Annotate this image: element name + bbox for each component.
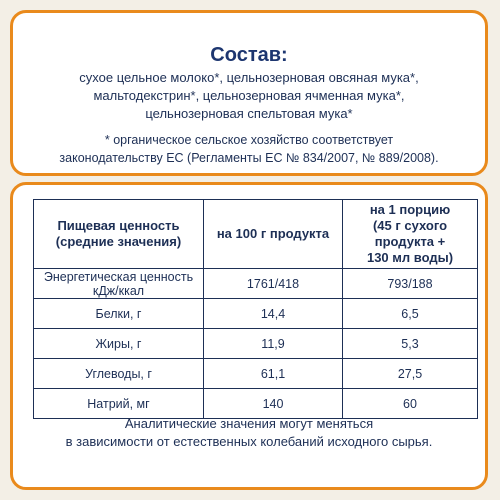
table-row bbox=[34, 269, 478, 299]
table-row bbox=[34, 359, 478, 389]
cell-per-100g: 61,1 bbox=[204, 359, 343, 389]
footer-note-line: в зависимости от естественных колебаний исходного сырья. bbox=[65, 434, 433, 449]
nutrition-card bbox=[10, 182, 488, 490]
composition-title: Состав: bbox=[210, 44, 288, 66]
cell-per-portion: 60 bbox=[343, 389, 478, 419]
organic-note bbox=[13, 131, 485, 167]
cell-per-100g: 14,4 bbox=[204, 299, 343, 329]
ingredients-line: сухое цельное молоко*, цельнозерновая овсяная мука*, bbox=[79, 70, 419, 85]
organic-note-line: * органическое сельское хозяйство соответствует bbox=[104, 133, 394, 147]
composition-ingredients bbox=[13, 69, 485, 123]
cell-per-portion: 5,3 bbox=[343, 329, 478, 359]
ingredients-line: мальтодекстрин*, цельнозерновая ячменная мука*, bbox=[93, 88, 405, 103]
footer-note-line: Аналитические значения могут меняться bbox=[124, 416, 374, 431]
cell-per-100g: 1761/418 bbox=[204, 269, 343, 299]
nutrition-table bbox=[33, 199, 478, 419]
table-row bbox=[34, 329, 478, 359]
cell-per-portion: 793/188 bbox=[343, 269, 478, 299]
cell-per-100g: 11,9 bbox=[204, 329, 343, 359]
header-per-100g: на 100 г продукта bbox=[204, 200, 343, 269]
header-per-portion: на 1 порцию (45 г сухого продукта + 130 мл воды) bbox=[343, 200, 478, 269]
row-label-energy: Энергетическая ценность кДж/ккал bbox=[34, 269, 204, 299]
row-label-protein: Белки, г bbox=[34, 299, 204, 329]
organic-note-line: законодательству ЕС (Регламенты ЕС № 834/2007, № 889/2008). bbox=[59, 151, 439, 165]
cell-per-portion: 27,5 bbox=[343, 359, 478, 389]
row-label-carbs: Углеводы, г bbox=[34, 359, 204, 389]
cell-per-100g: 140 bbox=[204, 389, 343, 419]
ingredients-line: цельнозерновая спельтовая мука* bbox=[145, 106, 353, 121]
header-nutrition-value: Пищевая ценность (средние значения) bbox=[34, 200, 204, 269]
nutrition-header-row bbox=[34, 200, 478, 269]
table-row bbox=[34, 389, 478, 419]
table-row bbox=[34, 299, 478, 329]
composition-card bbox=[10, 10, 488, 176]
row-label-sodium: Натрий, мг bbox=[34, 389, 204, 419]
cell-per-portion: 6,5 bbox=[343, 299, 478, 329]
analytical-values-note bbox=[13, 415, 485, 451]
row-label-fat: Жиры, г bbox=[34, 329, 204, 359]
